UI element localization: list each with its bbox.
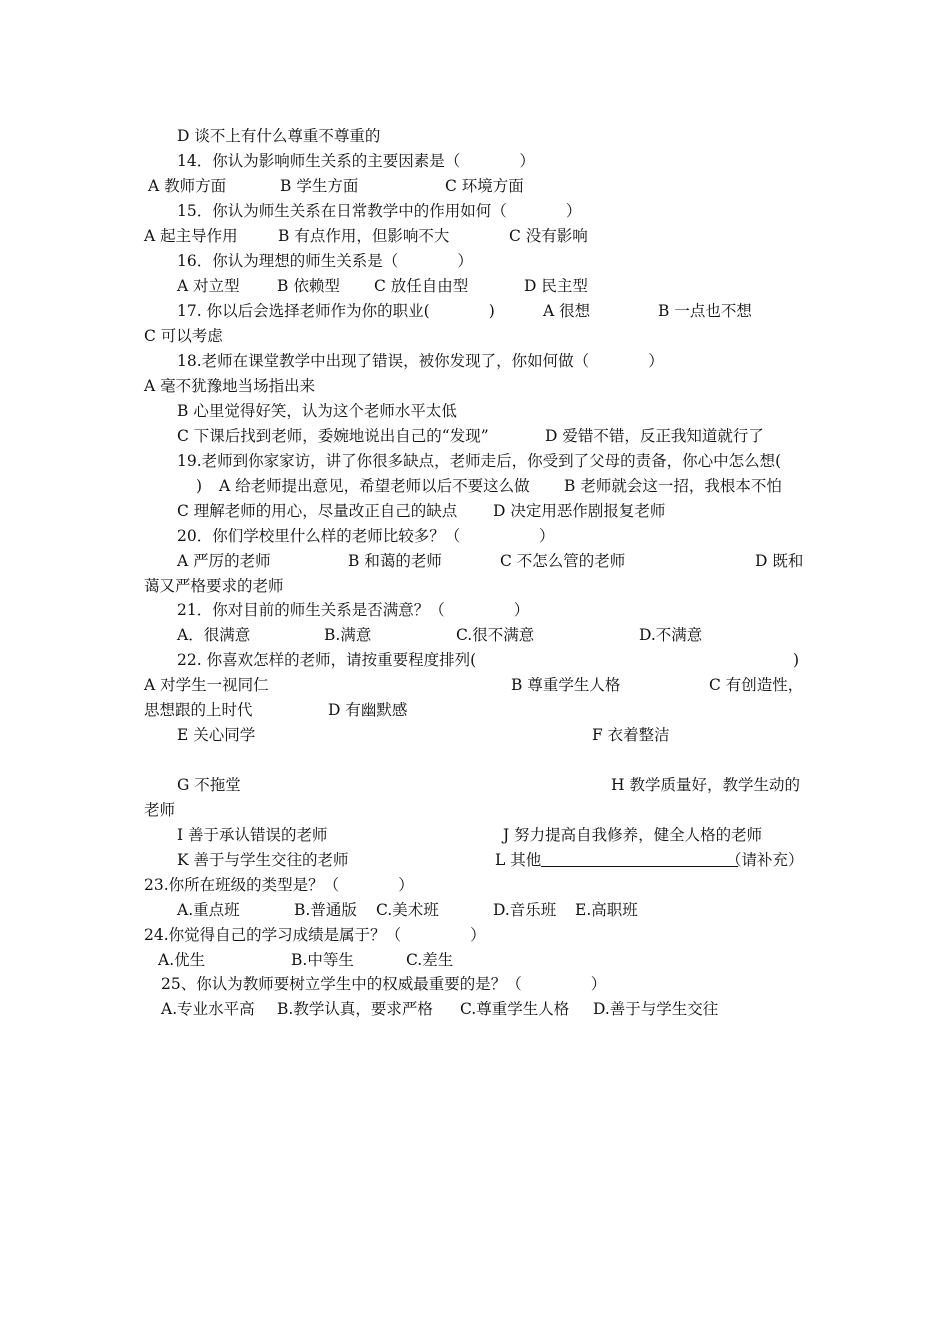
q19-option-d: D 决定用恶作剧报复老师 — [493, 502, 666, 520]
q18-option-b: B 心里觉得好笑，认为这个老师水平太低 — [177, 402, 457, 420]
q15-option-b: B 有点作用，但影响不大 — [278, 227, 450, 245]
q16-question: 16．你认为理想的师生关系是（ ） — [177, 252, 473, 270]
q24-question: 24.你觉得自己的学习成绩是属于？（ ） — [144, 926, 486, 944]
q19-question: 19.老师到你家家访，讲了你很多缺点，老师走后，你受到了父母的责备，你心中怎么想( — [177, 452, 782, 470]
q24-option-b: B.中等生 — [291, 951, 354, 969]
q22-option-f: F 衣着整洁 — [592, 726, 670, 744]
q22-option-c-cont: 思想跟的上时代 — [144, 701, 253, 719]
q25-option-a: A.专业水平高 — [161, 1000, 255, 1018]
q25-option-d: D.善于与学生交往 — [593, 1000, 719, 1018]
q22-option-g: G 不拖堂 — [177, 776, 241, 794]
q21-option-b: B.满意 — [324, 626, 372, 644]
q17-option-a: A 很想 — [543, 302, 591, 320]
q14-question: 14．你认为影响师生关系的主要因素是（ ） — [177, 152, 535, 170]
q23-option-c: C.美术班 — [376, 901, 439, 919]
q22-option-h-cont: 老师 — [144, 801, 176, 819]
q14-option-c: C 环境方面 — [445, 177, 524, 195]
q22-option-l-note: （请补充） — [726, 851, 804, 869]
q23-option-d: D.音乐班 — [493, 901, 557, 919]
q20-option-d-cont: 蔼又严格要求的老师 — [144, 577, 284, 595]
q22-option-j: J 努力提高自我修养，健全人格的老师 — [503, 826, 763, 844]
q22-option-k: K 善于与学生交往的老师 — [177, 851, 349, 869]
q18-option-a: A 毫不犹豫地当场指出来 — [144, 377, 316, 395]
q22-option-e: E 关心同学 — [177, 726, 256, 744]
q24-option-a: A.优生 — [158, 951, 206, 969]
q20-option-b: B 和蔼的老师 — [348, 552, 442, 570]
q20-question: 20．你们学校里什么样的老师比较多？（ ） — [177, 527, 555, 545]
q21-option-d: D.不满意 — [639, 626, 703, 644]
q17-option-c: C 可以考虑 — [144, 327, 223, 345]
q25-option-b: B.教学认真，要求严格 — [277, 1000, 433, 1018]
q23-option-a: A.重点班 — [177, 901, 240, 919]
q22-option-b: B 尊重学生人格 — [511, 676, 621, 694]
q19-option-b: B 老师就会这一招，我根本不怕 — [564, 477, 782, 495]
q21-option-c: C.很不满意 — [456, 626, 535, 644]
q25-question: 25、你认为教师要树立学生中的权威最重要的是？（ ） — [161, 975, 607, 993]
q22-option-i: I 善于承认错误的老师 — [177, 826, 328, 844]
q20-option-d: D 既和 — [755, 552, 804, 570]
q22-fill-blank — [541, 850, 738, 870]
q23-option-b: B.普通版 — [294, 901, 357, 919]
q14-option-a: A 教师方面 — [148, 177, 227, 195]
q15-option-a: A 起主导作用 — [144, 227, 238, 245]
q15-option-c: C 没有影响 — [509, 227, 588, 245]
q21-option-a: A．很满意 — [177, 626, 251, 644]
q16-option-c: C 放任自由型 — [374, 277, 469, 295]
q16-option-a: A 对立型 — [177, 277, 240, 295]
q22-option-h: H 教学质量好，教学生动的 — [611, 776, 800, 794]
q22-option-l: L 其他 — [495, 851, 542, 869]
q18-option-d: D 爱错不错，反正我知道就行了 — [545, 427, 764, 445]
q17-question: 17. 你以后会选择老师作为你的职业( ) — [177, 302, 495, 320]
q20-option-c: C 不怎么管的老师 — [500, 552, 626, 570]
q18-question: 18.老师在课堂教学中出现了错误，被你发现了，你如何做（ ） — [177, 352, 664, 370]
q15-question: 15．你认为师生关系在日常教学中的作用如何（ ） — [177, 202, 582, 220]
q18-option-c: C 下课后找到老师，委婉地说出自己的“发现” — [177, 427, 489, 445]
q22-option-c: C 有创造性， — [709, 676, 804, 694]
q23-option-e: E.高职班 — [575, 901, 638, 919]
q20-option-a: A 严厉的老师 — [177, 552, 271, 570]
q22-answer-paren: ) — [793, 651, 800, 669]
q16-option-b: B 依赖型 — [277, 277, 340, 295]
q17-option-b: B 一点也不想 — [658, 302, 752, 320]
q13-option-d: D 谈不上有什么尊重不尊重的 — [177, 127, 381, 145]
q21-question: 21．你对目前的师生关系是否满意？（ ） — [177, 601, 530, 619]
q24-option-c: C.差生 — [406, 951, 454, 969]
q22-question: 22. 你喜欢怎样的老师，请按重要程度排列( — [177, 651, 477, 669]
q22-option-d: D 有幽默感 — [328, 701, 408, 719]
q19-option-c: C 理解老师的用心，尽量改正自己的缺点 — [177, 502, 458, 520]
q16-option-d: D 民主型 — [524, 277, 588, 295]
q23-question: 23.你所在班级的类型是？（ ） — [144, 876, 414, 894]
q25-option-c: C.尊重学生人格 — [460, 1000, 570, 1018]
q14-option-b: B 学生方面 — [280, 177, 359, 195]
q19-answer-paren: ) — [196, 477, 203, 495]
q22-option-a: A 对学生一视同仁 — [144, 676, 269, 694]
q19-option-a: A 给老师提出意见，希望老师以后不要这么做 — [219, 477, 530, 495]
